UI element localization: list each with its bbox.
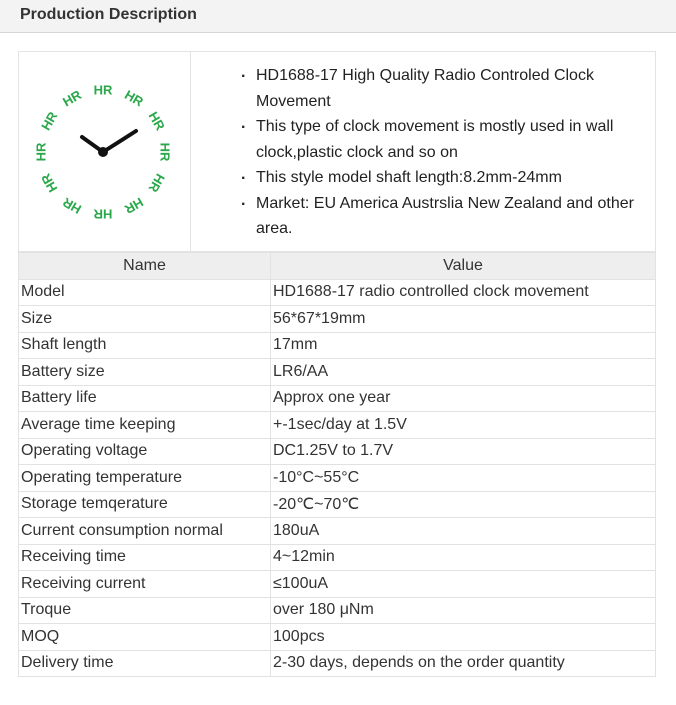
table-row (19, 332, 656, 359)
hour-mark: HR (60, 194, 84, 217)
spec-value-cell: HD1688-17 radio controlled clock movement (271, 279, 656, 306)
spec-value-cell: over 180 μNm (271, 597, 656, 624)
clock-movement-image (19, 52, 191, 251)
spec-name-cell: Battery life (19, 385, 271, 412)
hour-mark: HR (93, 206, 113, 222)
spec-name-cell: Receiving time (19, 544, 271, 571)
table-row (19, 518, 656, 545)
table-row (19, 279, 656, 306)
intro-bullet: . This style model shaft length:8.2mm-24mm (241, 165, 655, 191)
intro-bullet: . HD1688-17 High Quality Radio Controled Clock Movement (241, 63, 655, 114)
table-row (19, 385, 656, 412)
table-row (19, 306, 656, 333)
table-row (19, 359, 656, 386)
spec-value-cell: 100pcs (271, 624, 656, 651)
spec-name-cell: Storage temqerature (19, 491, 271, 518)
spec-value-cell: -20℃~70℃ (271, 491, 656, 518)
spec-value-cell: 56*67*19mm (271, 306, 656, 333)
intro-bullet: . Market: EU America Austrslia New Zealand and other area. (241, 191, 655, 242)
spec-value-cell: ≤100uA (271, 571, 656, 598)
clock-illustration (19, 52, 190, 251)
spec-name-cell: Operating temperature (19, 465, 271, 492)
spec-header-row (19, 253, 656, 280)
hour-mark: HR (93, 82, 113, 98)
spec-value-cell: DC1.25V to 1.7V (271, 438, 656, 465)
hour-mark: HR (157, 142, 173, 162)
spec-name-cell: Current consumption normal (19, 518, 271, 545)
table-row (19, 412, 656, 439)
spec-value-cell: Approx one year (271, 385, 656, 412)
section-header (0, 0, 676, 33)
spec-value-cell: 2-30 days, depends on the order quantity (271, 650, 656, 677)
table-row (19, 438, 656, 465)
spec-name-cell: Size (19, 306, 271, 333)
spec-name-cell: Operating voltage (19, 438, 271, 465)
hour-mark: HR (38, 171, 61, 195)
intro-bullet: . This type of clock movement is mostly used in wall clock,plastic clock and so on (241, 114, 655, 165)
spec-name-cell: Model (19, 279, 271, 306)
column-header-name: Name (19, 253, 271, 280)
spec-value-cell: 180uA (271, 518, 656, 545)
spec-name-cell: Shaft length (19, 332, 271, 359)
center-pin (98, 147, 108, 157)
hour-mark: HR (145, 109, 168, 133)
spec-value-cell: LR6/AA (271, 359, 656, 386)
table-row (19, 571, 656, 598)
minute-hand (103, 131, 136, 152)
section-title: Production Description (20, 6, 197, 23)
spec-value-cell: -10°C~55°C (271, 465, 656, 492)
spec-table (18, 252, 656, 677)
spec-value-cell: +-1sec/day at 1.5V (271, 412, 656, 439)
intro-box (18, 51, 656, 252)
spec-name-cell: Receiving current (19, 571, 271, 598)
spec-name-cell: Average time keeping (19, 412, 271, 439)
hour-mark: HR (122, 87, 146, 110)
table-row (19, 544, 656, 571)
spec-value-cell: 17mm (271, 332, 656, 359)
hour-mark: HR (60, 87, 84, 110)
spec-name-cell: MOQ (19, 624, 271, 651)
hour-mark: HR (122, 194, 146, 217)
table-row (19, 491, 656, 518)
spec-name-cell: Battery size (19, 359, 271, 386)
spec-name-cell: Troque (19, 597, 271, 624)
intro-bullet-list (241, 63, 655, 242)
table-row (19, 650, 656, 677)
hour-mark: HR (145, 171, 168, 195)
spec-value-cell: 4~12min (271, 544, 656, 571)
spec-name-cell: Delivery time (19, 650, 271, 677)
hour-mark: HR (33, 142, 49, 162)
hour-mark: HR (38, 109, 61, 133)
table-row (19, 624, 656, 651)
column-header-value: Value (271, 253, 656, 280)
table-row (19, 465, 656, 492)
table-row (19, 597, 656, 624)
